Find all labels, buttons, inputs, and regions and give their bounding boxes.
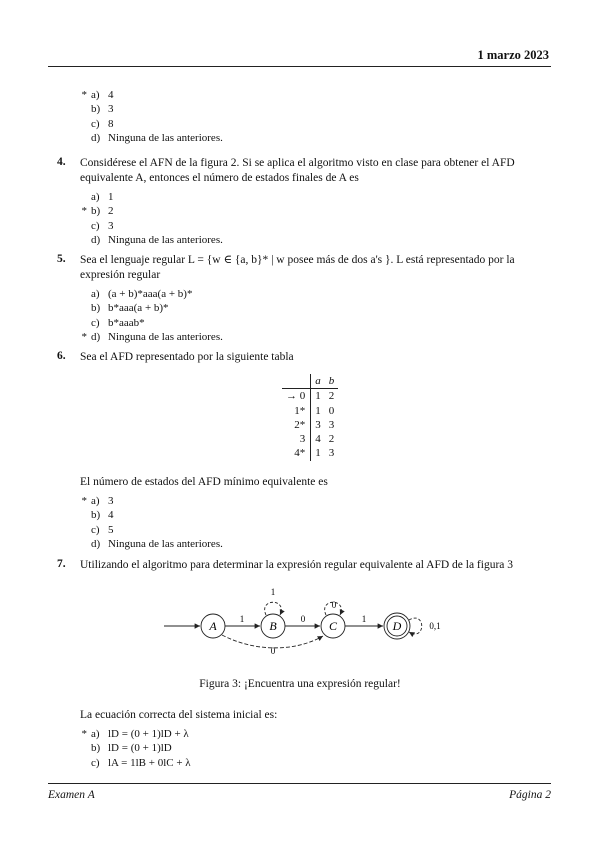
option-label: c) bbox=[91, 117, 100, 130]
dfa-transition-cell: 1 bbox=[315, 390, 321, 403]
answer-option bbox=[75, 494, 223, 508]
option-text: 3 bbox=[108, 495, 114, 507]
option-label: c) bbox=[91, 316, 100, 329]
dfa-table-row bbox=[282, 389, 338, 404]
q4-text bbox=[80, 156, 552, 186]
q4-options bbox=[75, 190, 223, 248]
dfa-state-cell: → 0 bbox=[282, 389, 311, 404]
prev-question-options bbox=[75, 88, 223, 146]
option-label: b) bbox=[91, 302, 101, 315]
option-text: Ninguna de las anteriores. bbox=[108, 331, 223, 344]
dfa-table-row bbox=[282, 404, 338, 418]
q4-number: 4. bbox=[57, 156, 66, 168]
state-c-label: C bbox=[328, 619, 338, 633]
option-text: 2 bbox=[108, 205, 114, 218]
dfa-table-row bbox=[282, 446, 338, 460]
dfa-transition-cell: 1 bbox=[315, 447, 321, 460]
option-text: Ninguna de las anteriores. bbox=[108, 234, 223, 247]
footer-exam: Examen A bbox=[48, 789, 95, 801]
dfa-transition-cell: 1 bbox=[315, 404, 321, 417]
dfa-table-row bbox=[282, 418, 338, 432]
option-label: a) bbox=[91, 495, 100, 507]
answer-option bbox=[75, 219, 223, 233]
answer-option bbox=[75, 88, 223, 102]
state-a-label: A bbox=[209, 619, 217, 633]
option-label: b) bbox=[91, 103, 101, 116]
q6-line1: Sea el AFD representado por la siguiente tabla bbox=[80, 351, 294, 363]
correct-marker: * bbox=[81, 331, 87, 344]
answer-option bbox=[75, 131, 223, 145]
option-text: 1 bbox=[108, 191, 114, 203]
option-label: a) bbox=[91, 89, 100, 101]
answer-option bbox=[75, 301, 223, 315]
option-label: a) bbox=[91, 288, 100, 300]
option-text: (a + b)*aaa(a + b)* bbox=[108, 288, 193, 300]
dfa-table bbox=[282, 374, 338, 461]
label-c-loop: 0 bbox=[331, 600, 337, 610]
option-label: b) bbox=[91, 742, 101, 755]
figure-caption: Figura 3: ¡Encuentra una expresión regular! bbox=[199, 678, 401, 690]
correct-marker: * bbox=[81, 205, 87, 218]
answer-option bbox=[75, 727, 191, 741]
q4-line1: Considérese el AFN de la figura 2. Si se aplica el algoritmo visto en clase para obtener el AFD bbox=[80, 157, 515, 169]
dfa-table-header bbox=[282, 374, 338, 389]
state-d-label: D bbox=[392, 619, 402, 633]
dfa-transition-cell: 0 bbox=[328, 404, 335, 417]
answer-option bbox=[75, 287, 223, 301]
option-text: 4 bbox=[108, 509, 114, 522]
dfa-header-state bbox=[282, 374, 311, 389]
dfa-transition-cell: 3 bbox=[328, 418, 335, 431]
state-b-label: B bbox=[269, 619, 277, 633]
q5-text bbox=[80, 253, 552, 283]
answer-option bbox=[75, 523, 223, 537]
label-b-loop: 1 bbox=[270, 587, 276, 597]
label-b-c: 0 bbox=[300, 614, 306, 624]
option-text: 3 bbox=[108, 219, 114, 232]
option-text: Ninguna de las anteriores. bbox=[108, 132, 223, 145]
correct-marker: * bbox=[81, 495, 87, 507]
answer-option bbox=[75, 190, 223, 204]
dfa-header-b: b bbox=[325, 374, 339, 389]
option-label: d) bbox=[91, 234, 101, 247]
option-text: 5 bbox=[108, 523, 114, 536]
loop-b bbox=[265, 602, 282, 615]
option-text: b*aaab* bbox=[108, 316, 145, 329]
q5-options bbox=[75, 287, 223, 345]
label-a-b: 1 bbox=[239, 614, 245, 624]
answer-option bbox=[75, 741, 191, 755]
dfa-state-cell: 1* bbox=[282, 404, 311, 418]
option-text: 3 bbox=[108, 103, 114, 116]
dfa-transition-cell: 2 bbox=[328, 390, 335, 403]
automaton-diagram bbox=[160, 580, 450, 660]
option-text: lA = 1lB + 0lC + λ bbox=[108, 756, 191, 769]
dfa-state-cell: 3 bbox=[282, 432, 311, 446]
dfa-transition-cell: 2 bbox=[328, 433, 335, 446]
answer-option bbox=[75, 316, 223, 330]
option-text: lD = (0 + 1)lD + λ bbox=[108, 728, 189, 740]
label-a-c: 0 bbox=[270, 646, 276, 656]
option-label: d) bbox=[91, 331, 101, 344]
q5-number: 5. bbox=[57, 253, 66, 265]
option-label: d) bbox=[91, 538, 101, 551]
option-text: 4 bbox=[108, 89, 114, 101]
dfa-table-row bbox=[282, 432, 338, 446]
answer-option bbox=[75, 537, 223, 551]
footer-rule bbox=[48, 783, 551, 784]
q7-line1: Utilizando el algoritmo para determinar la expresión regular equivalente al AFD de la figura 3 bbox=[80, 559, 514, 571]
q6-options bbox=[75, 494, 223, 552]
correct-marker: * bbox=[81, 728, 87, 740]
answer-option bbox=[75, 508, 223, 522]
dfa-state-cell: 2* bbox=[282, 418, 311, 432]
footer-page: Página 2 bbox=[509, 789, 551, 801]
answer-option bbox=[75, 330, 223, 344]
dfa-transition-cell: 3 bbox=[315, 418, 321, 431]
q6-number: 6. bbox=[57, 350, 66, 362]
answer-option bbox=[75, 117, 223, 131]
option-label: c) bbox=[91, 756, 100, 769]
dfa-table-wrap bbox=[282, 374, 338, 461]
q5-line2: expresión regular bbox=[80, 269, 161, 281]
q5-line1: Sea el lenguaje regular L = {w ∈ {a, b}* | w posee más de dos a's }. L está representado por la bbox=[80, 254, 515, 266]
dfa-header-a: a bbox=[311, 374, 325, 389]
option-label: c) bbox=[91, 523, 100, 536]
answer-option bbox=[75, 204, 223, 218]
option-label: b) bbox=[91, 509, 101, 522]
answer-option bbox=[75, 756, 191, 770]
dfa-transition-cell: 3 bbox=[328, 447, 335, 460]
option-label: b) bbox=[91, 205, 101, 218]
dfa-state-cell: 4* bbox=[282, 446, 311, 460]
answer-option bbox=[75, 102, 223, 116]
option-text: 8 bbox=[108, 117, 114, 130]
dfa-transition-cell: 4 bbox=[315, 433, 321, 446]
label-d-loop: 0,1 bbox=[429, 621, 441, 631]
q4-line2: equivalente A, entonces el número de estados finales de A es bbox=[80, 172, 359, 184]
correct-marker: * bbox=[81, 89, 87, 101]
loop-d bbox=[409, 618, 422, 634]
q7-line2: La ecuación correcta del sistema inicial es: bbox=[80, 709, 278, 721]
option-label: a) bbox=[91, 191, 100, 203]
option-label: d) bbox=[91, 132, 101, 145]
header-date: 1 marzo 2023 bbox=[477, 48, 549, 62]
answer-option bbox=[75, 233, 223, 247]
label-c-d: 1 bbox=[361, 614, 367, 624]
q7-number: 7. bbox=[57, 558, 66, 570]
option-text: b*aaa(a + b)* bbox=[108, 302, 169, 315]
option-label: a) bbox=[91, 728, 100, 740]
q7-options bbox=[75, 727, 191, 770]
option-text: Ninguna de las anteriores. bbox=[108, 538, 223, 551]
q6-line2: El número de estados del AFD mínimo equivalente es bbox=[80, 476, 328, 488]
option-label: c) bbox=[91, 219, 100, 232]
header-rule bbox=[48, 66, 551, 67]
option-text: lD = (0 + 1)lD bbox=[108, 742, 172, 755]
